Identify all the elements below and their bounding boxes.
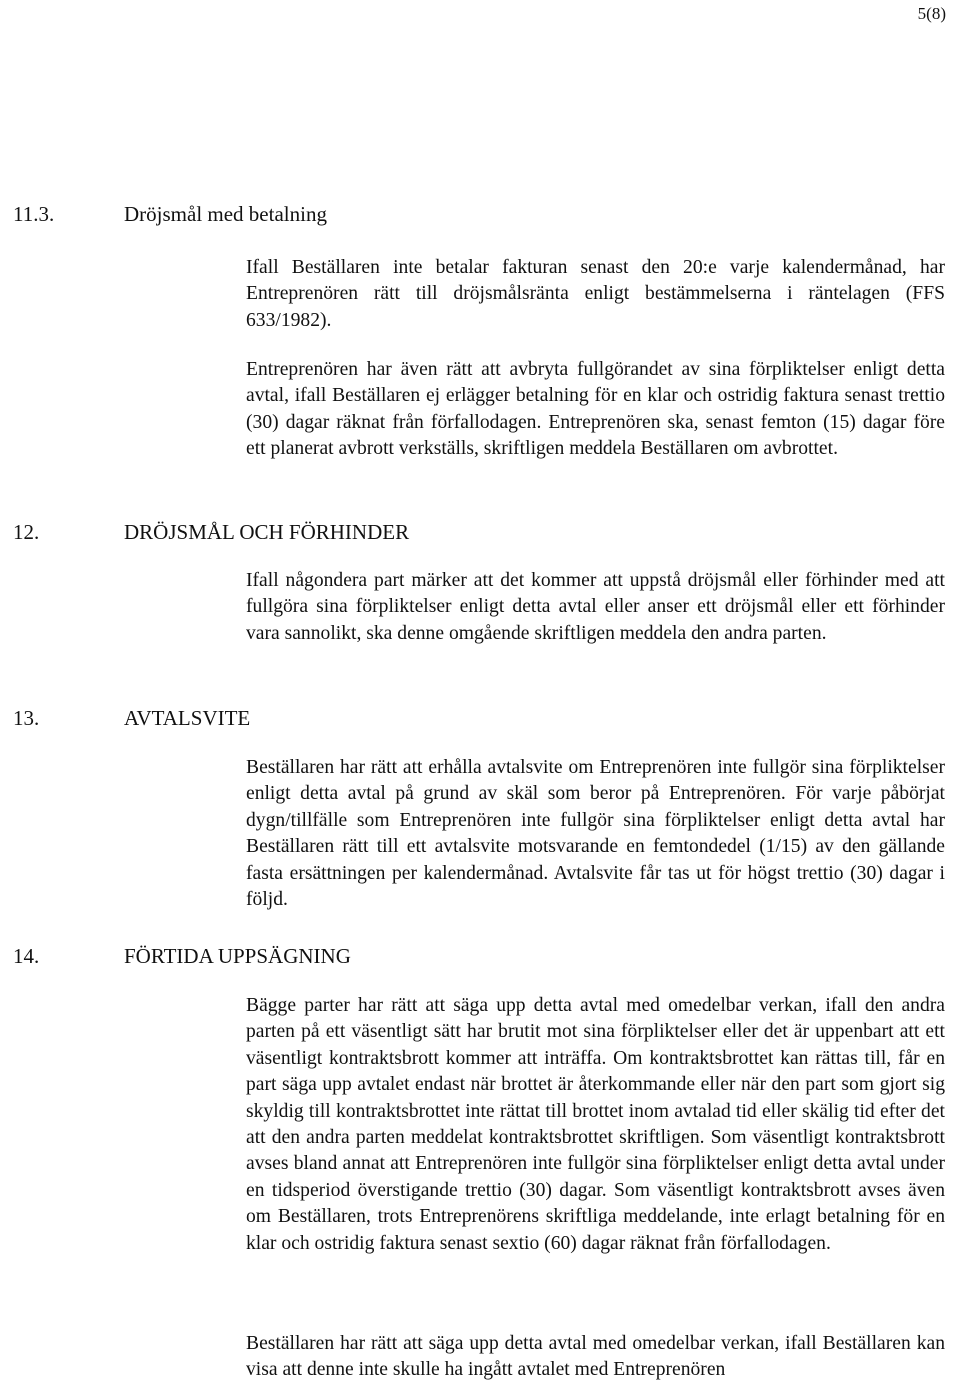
section-title: Dröjsmål med betalning [124, 202, 327, 226]
section-14-paragraph-2: Beställaren har rätt att säga upp detta avtal med omedelbar verkan, ifall Beställaren kan visa att denne inte skulle ha ingått avtalet med Entreprenören [246, 1333, 945, 1381]
section-14-paragraph-1: Bägge parter har rätt att säga upp detta avtal med omedelbar verkan, ifall den andra parten på ett väsentligt sätt har brutit mot sina förpliktelser eller det är uppenbart att ett väsentligt kontraktsbrott kommer att inträffa. Om kontraktsbrottet kan rättas till, får en part säga upp avtalet endast när brottet är återkommande eller när den part som gjort sig skyldig till kontraktsbrottet inte rättat till brottet inom avtalad tid eller skälig tid efter det att den andra parten meddelat kontraktsbrottet skriftligen. Som väsentligt kontraktsbrott avses bland annat att Entreprenören inte fullgör sina förpliktelser enligt detta avtal under en tidsperiod överstigande trettio (30) dagar. Som väsentligt kontraktsbrott avses även om Beställaren, trots Entreprenörens skriftliga meddelande, inte erlagt betalning för en klar och ostridig faktura senast sextio (60) dagar räknat från förfallodagen. [246, 995, 945, 1254]
section-title: DRÖJSMÅL OCH FÖRHINDER [124, 520, 410, 544]
section-13-paragraph-1: Beställaren har rätt att erhålla avtalsvite om Entreprenören inte fullgör sina förpliktelser enligt detta avtal på grund av skäl som beror på Entreprenören. För varje påbörjat dygn/tillfälle som Entreprenören inte fullgör sina förpliktelser enligt detta avtal har Beställaren rätt till ett avtalsvite motsvarande en femtondedel (1/15) av den gällande fasta ersättningen per kalendermånad. Avtalsvite får tas ut för högst trettio (30) dagar i följd. [246, 757, 945, 911]
section-title: AVTALSVITE [124, 706, 251, 730]
section-title: FÖRTIDA UPPSÄGNING [124, 944, 351, 968]
page-number: 5(8) [917, 4, 946, 23]
section-11-3-paragraph-2: Entreprenören har även rätt att avbryta fullgörandet av sina förpliktelser enligt detta avtal, ifall Beställaren ej erlägger betalning för en klar och ostridig faktura senast trettio (30) dagar räknat från förfallodagen. Entreprenören ska, senast femton (15) dagar före ett planerat avbrott verkställs, skriftligen meddela Beställaren om avbrottet. [246, 359, 945, 460]
section-number: 12. [13, 520, 40, 544]
section-12-paragraph-1: Ifall någondera part märker att det kommer att uppstå dröjsmål eller förhinder med att fullgöra sina förpliktelser enligt detta avtal eller anser ett dröjsmål eller ett förhinder vara sannolikt, ska denne omgående skriftligen meddela den andra parten. [246, 570, 945, 644]
section-number: 11.3. [13, 202, 55, 226]
section-number: 13. [13, 706, 40, 730]
section-11-3-paragraph-1: Ifall Beställaren inte betalar fakturan senast den 20:e varje kalendermånad, har Entreprenören rätt till dröjsmålsränta enligt bestämmelserna i räntelagen (FFS 633/1982). [246, 257, 945, 331]
section-number: 14. [13, 944, 40, 968]
